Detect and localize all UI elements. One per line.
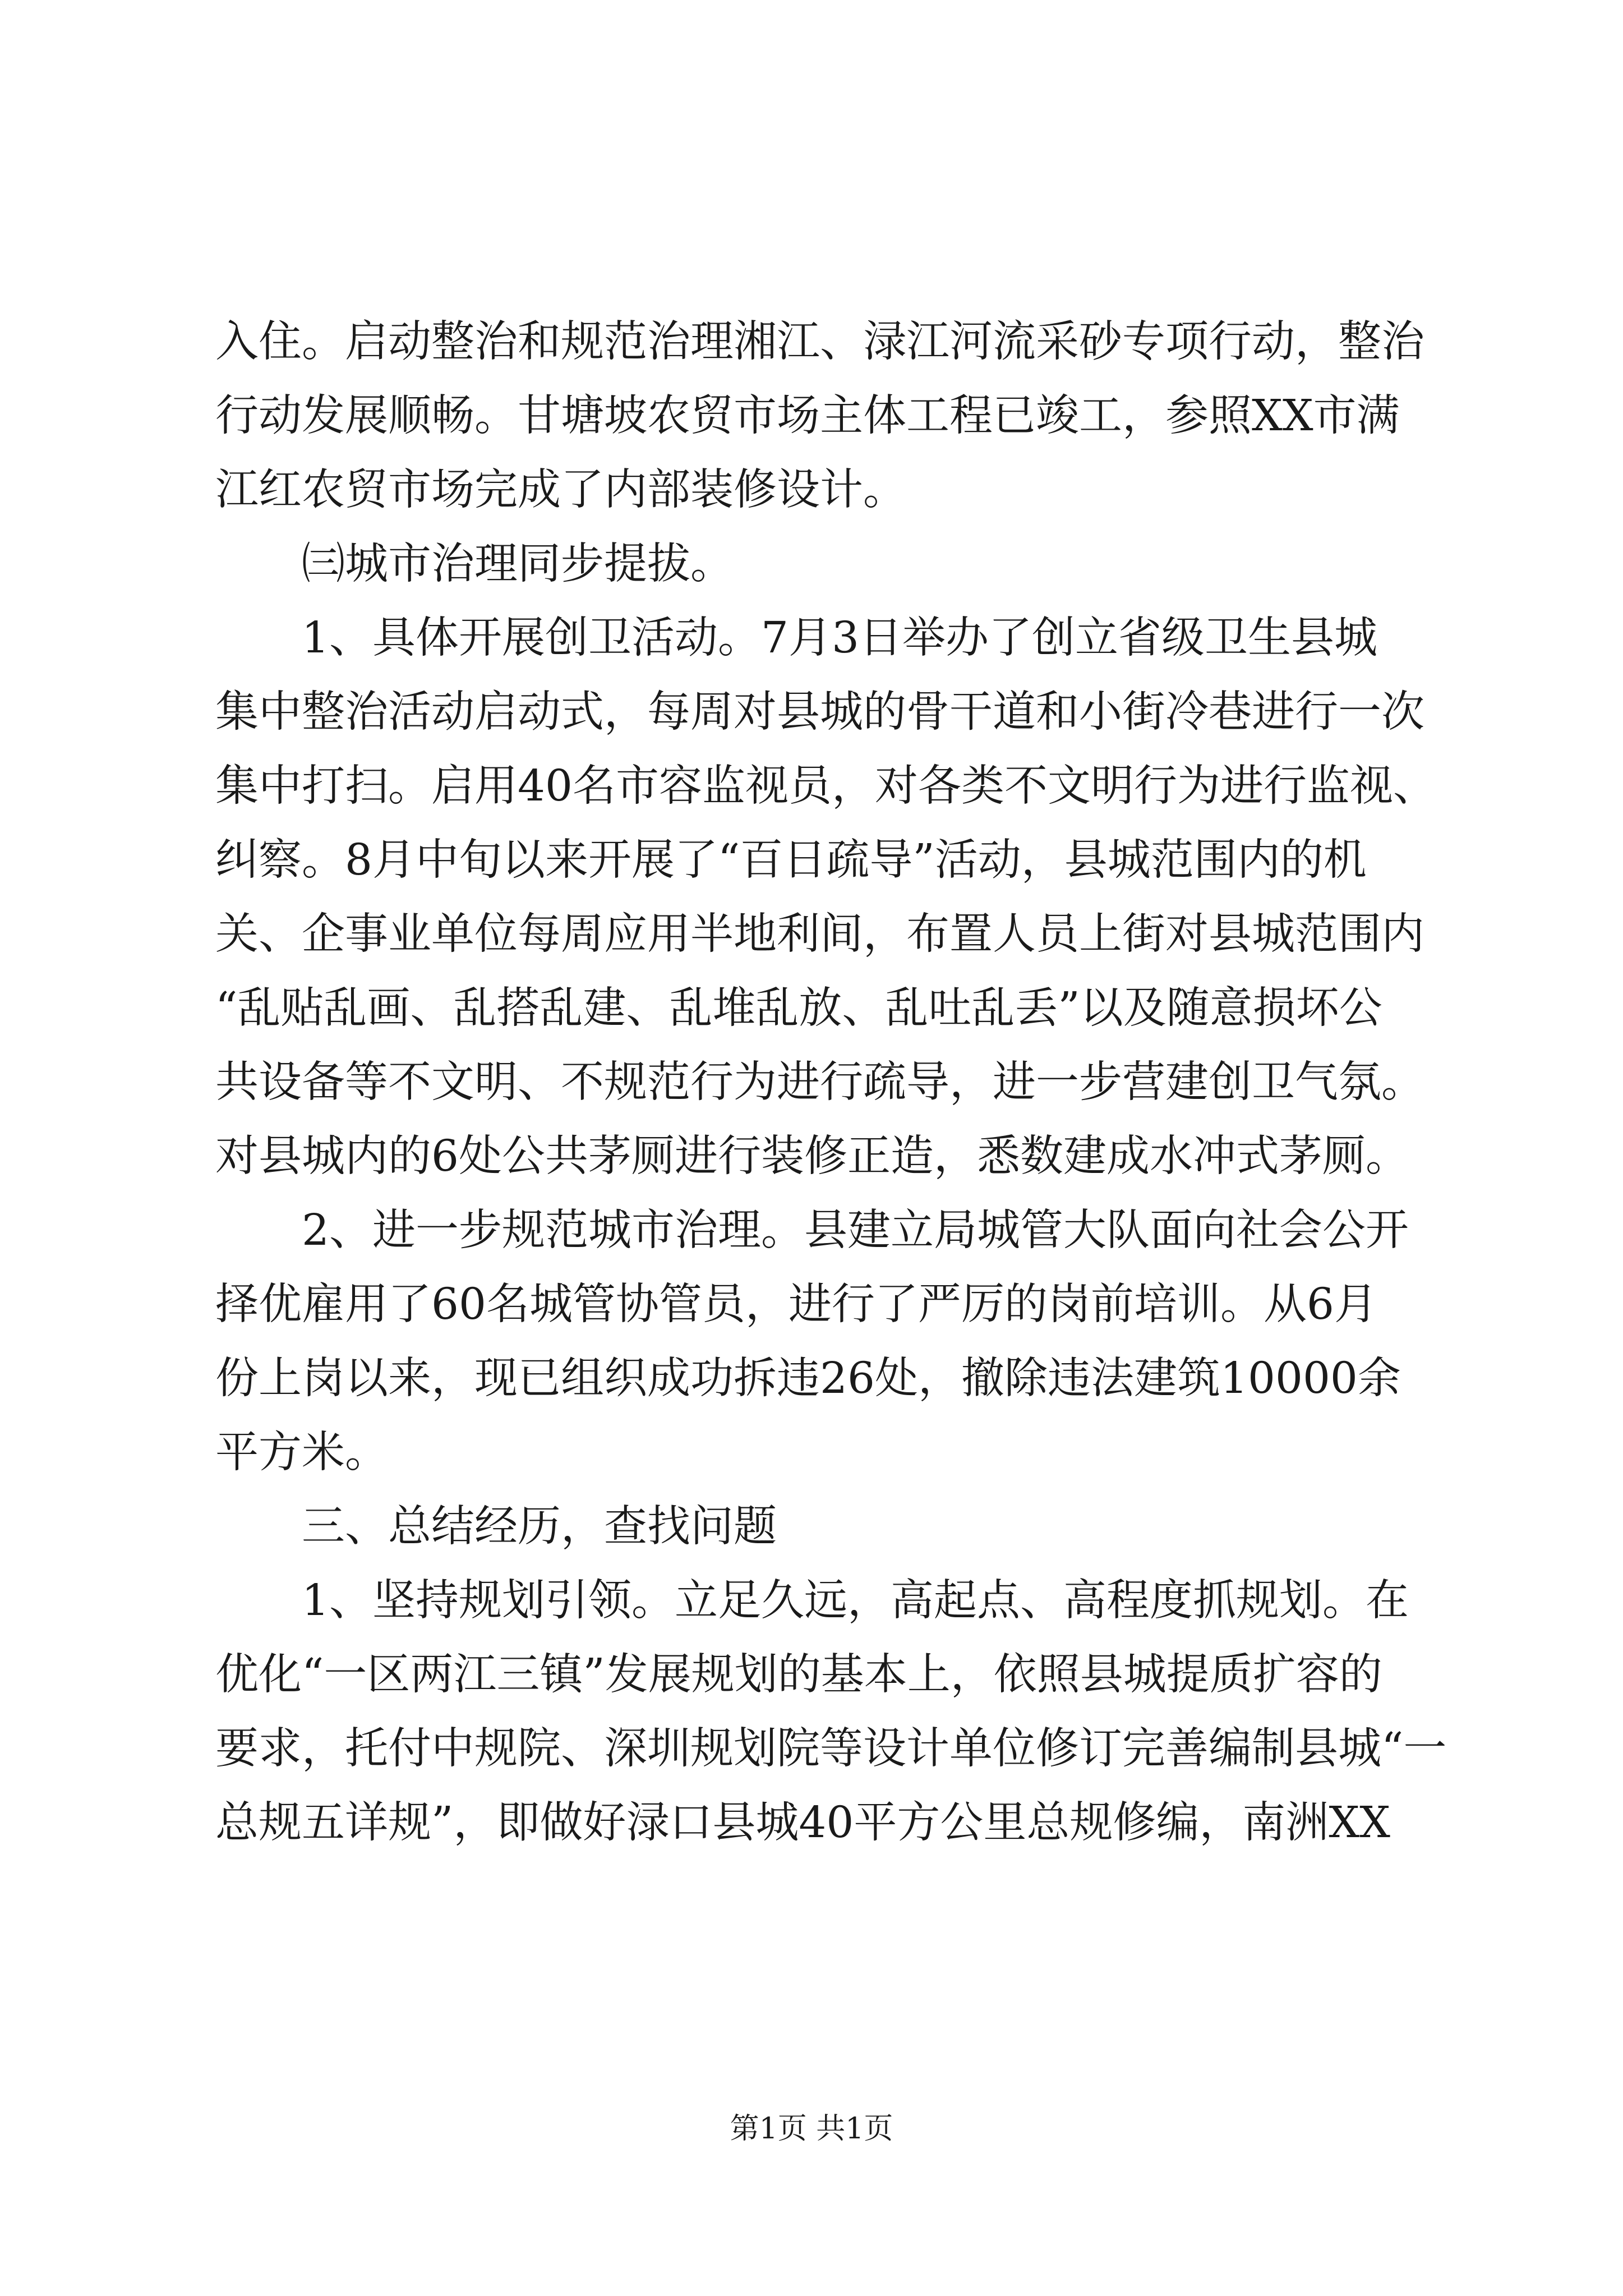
text-line: 对县城内的6处公共茅厕进行装修正造，悉数建成水冲式茅厕。 bbox=[215, 1131, 1409, 1181]
text-line: 要求，托付中规院、深圳规划院等设计单位修订完善编制县城“一 bbox=[215, 1724, 1447, 1774]
paragraph-start: 1、具体开展创卫活动。7月3日举办了创立省级卫生县城 bbox=[302, 613, 1377, 663]
text-line: “乱贴乱画、乱搭乱建、乱堆乱放、乱吐乱丢”以及随意损坏公 bbox=[215, 983, 1382, 1033]
text-line: 集中打扫。启用40名市容监视员，对各类不文明行为进行监视、 bbox=[215, 761, 1436, 811]
text-line: 择优雇用了60名城管协管员，进行了严厉的岗前培训。从6月 bbox=[215, 1280, 1377, 1329]
text-line: 份上岗以来，现已组织成功拆违26处，撤除违法建筑10000余 bbox=[215, 1354, 1401, 1404]
page-footer: 第1页 共1页 bbox=[730, 2112, 893, 2146]
text-line: 集中整治活动启动式，每周对县城的骨干道和小街冷巷进行一次 bbox=[215, 687, 1424, 737]
text-line: 行动发展顺畅。甘塘坡农贸市场主体工程已竣工，参照XX市满 bbox=[215, 391, 1400, 441]
paragraph-start: 1、坚持规划引领。立足久远，高起点、高程度抓规划。在 bbox=[302, 1576, 1409, 1626]
text-line: 总规五详规”，即做好渌口县城40平方公里总规修编，南洲XX bbox=[215, 1798, 1390, 1848]
section-heading: 三、总结经历，查找问题 bbox=[302, 1502, 777, 1552]
text-line: 纠察。8月中旬以来开展了“百日疏导”活动，县城范围内的机 bbox=[215, 835, 1367, 885]
text-line: 江红农贸市场完成了内部装修设计。 bbox=[215, 465, 906, 515]
text-line: 共设备等不文明、不规范行为进行疏导，进一步营建创卫气氛。 bbox=[215, 1057, 1424, 1107]
text-line: 优化“一区两江三镇”发展规划的基本上，依照县城提质扩容的 bbox=[215, 1650, 1382, 1700]
text-line: 平方米。 bbox=[215, 1428, 388, 1478]
section-heading: ㈢城市治理同步提拔。 bbox=[302, 539, 734, 589]
paragraph-start: 2、进一步规范城市治理。县建立局城管大队面向社会公开 bbox=[302, 1205, 1409, 1255]
text-line: 入住。启动整治和规范治理湘江、渌江河流采砂专项行动，整治 bbox=[215, 317, 1424, 367]
text-line: 关、企事业单位每周应用半地利间，布置人员上街对县城范围内 bbox=[215, 909, 1424, 959]
